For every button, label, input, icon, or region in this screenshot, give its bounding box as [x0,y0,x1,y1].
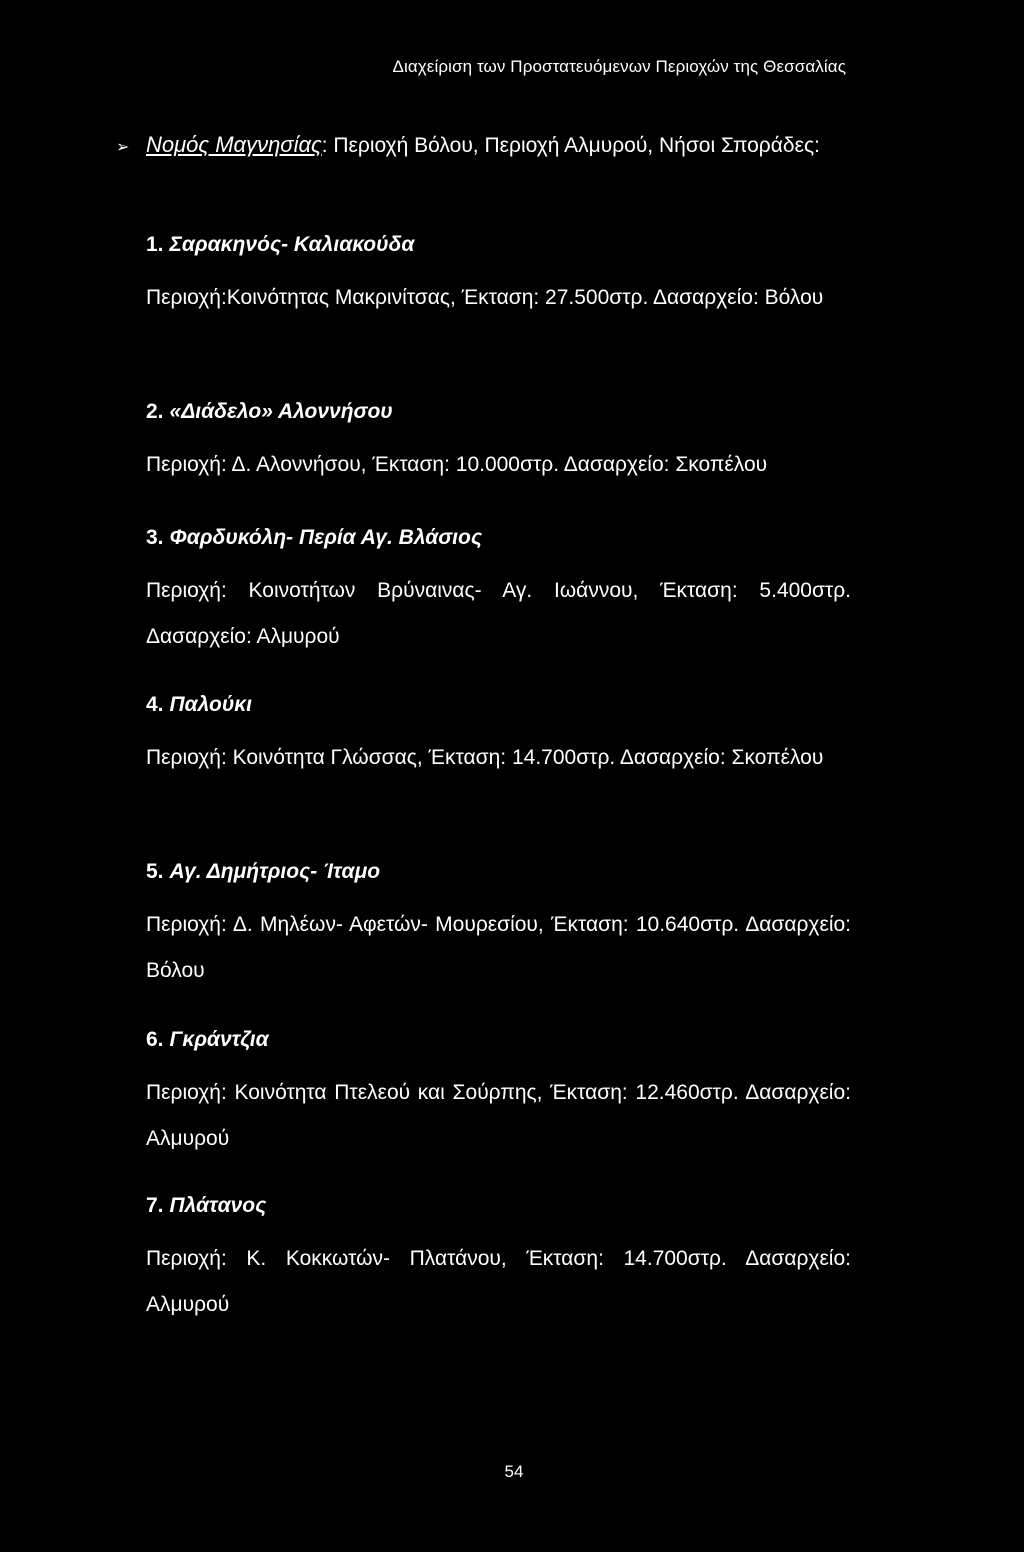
prefecture-areas: : Περιοχή Βόλου, Περιοχή Αλμυρού, Νήσοι Σποράδες: [321,134,820,157]
item-description: Περιοχή: Δ. Μηλέων- Αφετών- Μουρεσίου, Έκταση: 10.640στρ. Δασαρχείο: Βόλου [146,913,851,982]
item-title-text: Αγ. Δημήτριος- Ίταμο [169,860,381,883]
running-header: Διαχείριση των Προστατευόμενων Περιοχών της Θεσσαλίας [392,57,846,76]
item-title [146,1190,851,1222]
item-description: Περιοχή: Κοινότητα Γλώσσας, Έκταση: 14.700στρ. Δασαρχείο: Σκοπέλου [146,746,824,769]
item-description: Περιοχή:Κοινότητας Μακρινίτσας, Έκταση: 27.500στρ. Δασαρχείο: Βόλου [146,286,824,309]
item-number: 2. [146,400,164,423]
item-title-text: Παλούκι [169,693,252,716]
item-number: 5. [146,860,164,883]
item-number: 4. [146,693,164,716]
item-title [146,396,851,428]
item-title [146,229,851,261]
prefecture-name: Νομός Μαγνησίας [146,132,322,157]
prefecture-heading [116,126,851,165]
item-title [146,856,851,888]
item-title [146,522,851,554]
item-description: Περιοχή: Κ. Κοκκωτών- Πλατάνου, Έκταση: 14.700στρ. Δασαρχείο: Αλμυρού [146,1247,851,1316]
protected-area-item [146,856,851,994]
item-description: Περιοχή: Κοινοτήτων Βρύναινας- Αγ. Ιωάννου, Έκταση: 5.400στρ. Δασαρχείο: Αλμυρού [146,579,851,648]
item-title [146,1024,851,1056]
protected-area-item [146,522,851,660]
protected-area-item [146,396,851,488]
item-title-text: «Διάδελο» Αλοννήσου [169,400,393,423]
item-title-text: Φαρδυκόλη- Περία Αγ. Βλάσιος [169,526,483,549]
protected-area-item [146,1024,851,1162]
page-number: 54 [504,1462,524,1481]
protected-area-item [146,1190,851,1328]
protected-area-item [146,689,851,781]
arrow-bullet-icon: ➢ [116,139,130,156]
item-title-text: Σαρακηνός- Καλιακούδα [169,233,415,256]
item-number: 6. [146,1028,164,1051]
item-title [146,689,851,721]
item-description: Περιοχή: Κοινότητα Πτελεού και Σούρπης, Έκταση: 12.460στρ. Δασαρχείο: Αλμυρού [146,1081,851,1150]
item-number: 3. [146,526,164,549]
item-number: 1. [146,233,164,256]
item-title-text: Πλάτανος [169,1194,267,1217]
item-title-text: Γκράντζια [169,1028,269,1051]
item-number: 7. [146,1194,164,1217]
protected-area-item [146,229,851,321]
item-description: Περιοχή: Δ. Αλοννήσου, Έκταση: 10.000στρ. Δασαρχείο: Σκοπέλου [146,453,768,476]
